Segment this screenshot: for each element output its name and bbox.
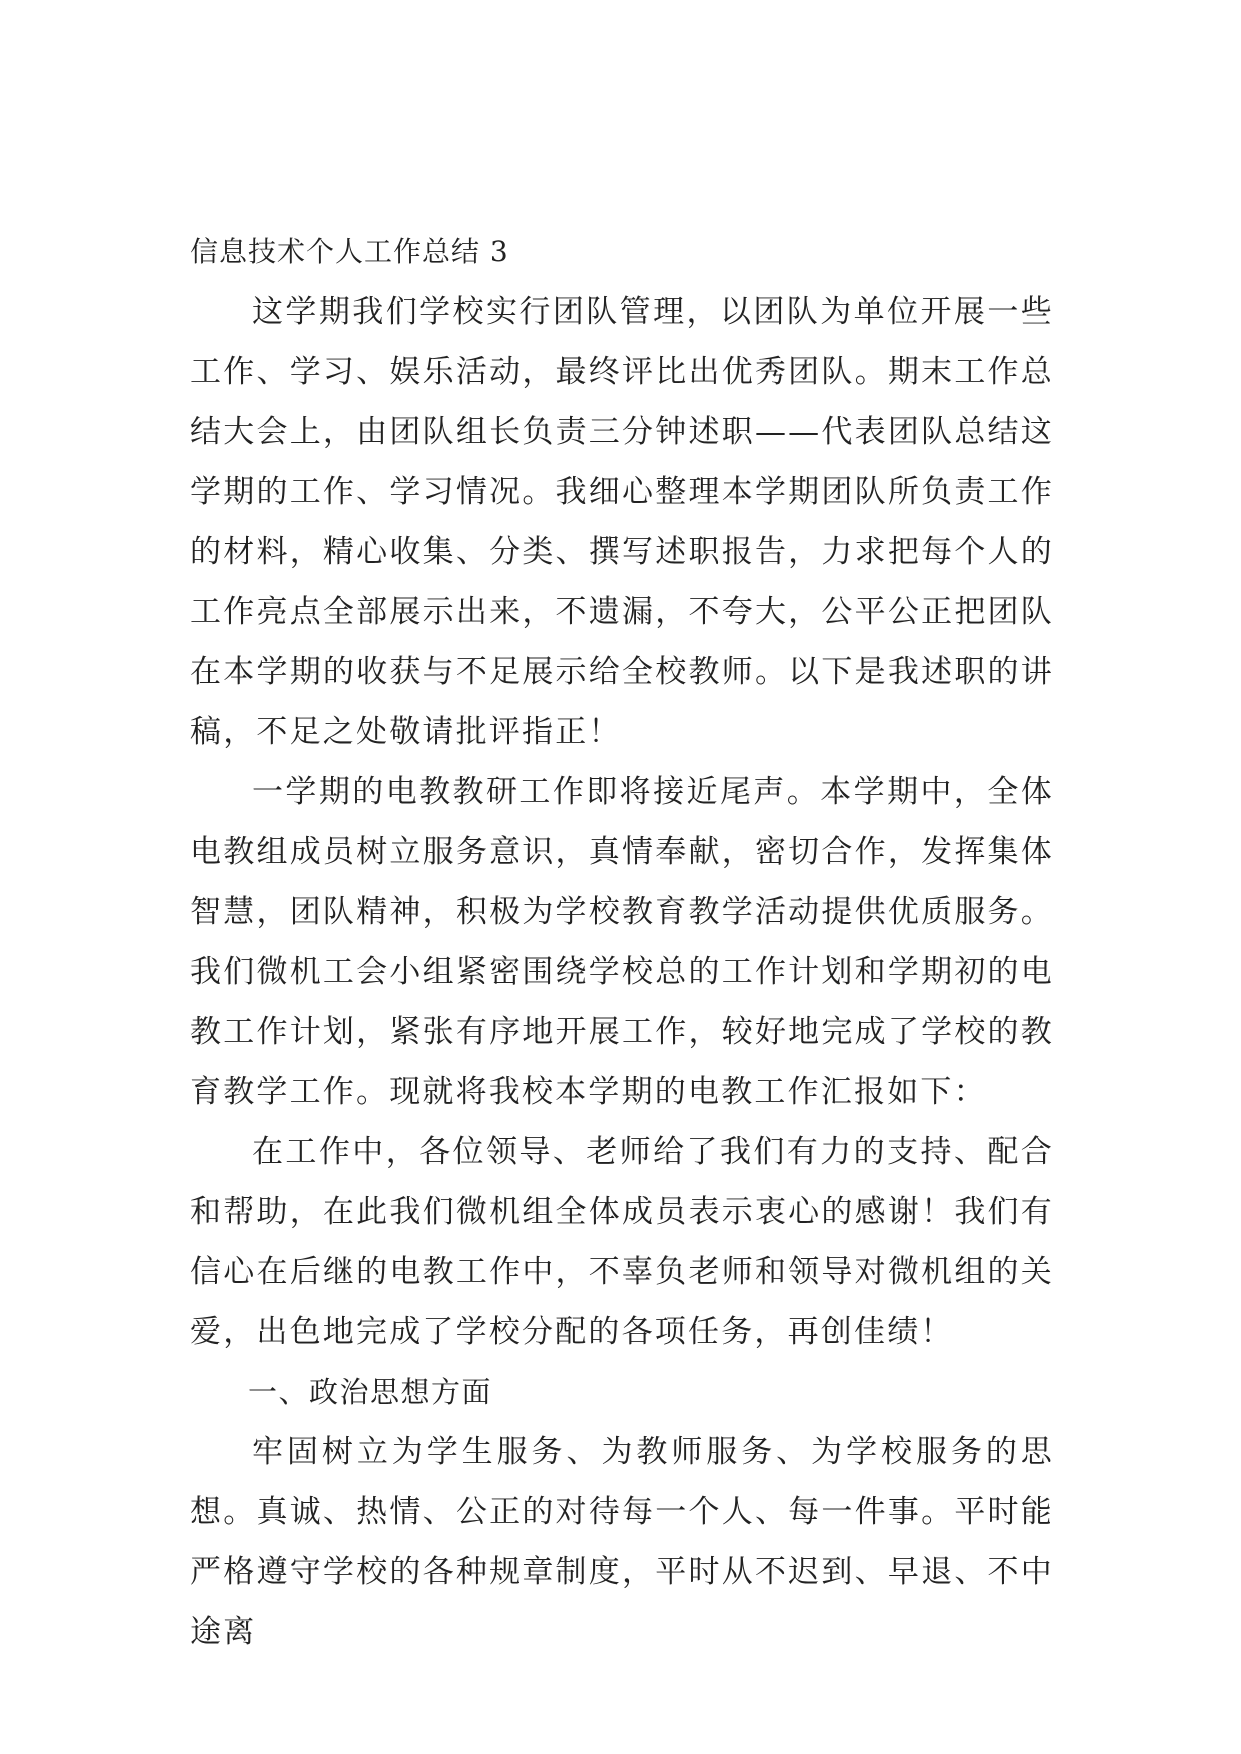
paragraph-service-attitude: 牢固树立为学生服务、为教师服务、为学校服务的思想。真诚、热情、公正的对待每一个人、每一件事。平时能严格遵守学校的各种规章制度，平时从不迟到、早退、不中途离: [190, 1434, 1054, 1650]
paragraph-team-management: 这学期我们学校实行团队管理，以团队为单位开展一些工作、学习、娱乐活动，最终评比出优秀团队。期末工作总结大会上，由团队组长负责三分钟述职——代表团队总结这学期的工作、学习情况。我细心整理本学期团队所负责工作的材料，精心收集、分类、撰写述职报告，力求把每个人的工作亮点全部展示出来，不遗漏，不夸大，公平公正把团队在本学期的收获与不足展示给全校教师。以下是我述职的讲稿，不足之处敬请批评指正！: [190, 294, 1054, 750]
document-title: 信息技术个人工作总结 3: [190, 235, 509, 268]
document-body: [190, 222, 1054, 1662]
paragraph-semester-review: 一学期的电教教研工作即将接近尾声。本学期中，全体电教组成员树立服务意识，真情奉献，密切合作，发挥集体智慧，团队精神，积极为学校教育教学活动提供优质服务。我们微机工会小组紧密围绕学校总的工作计划和学期初的电教工作计划，紧张有序地开展工作，较好地完成了学校的教育教学工作。现就将我校本学期的电教工作汇报如下：: [190, 774, 1054, 1110]
section-heading-political-thought: 一、政治思想方面: [248, 1375, 493, 1409]
paragraph-thanks: 在工作中，各位领导、老师给了我们有力的支持、配合和帮助，在此我们微机组全体成员表示衷心的感谢！我们有信心在后继的电教工作中，不辜负老师和领导对微机组的关爱，出色地完成了学校分配的各项任务，再创佳绩！: [190, 1134, 1054, 1350]
